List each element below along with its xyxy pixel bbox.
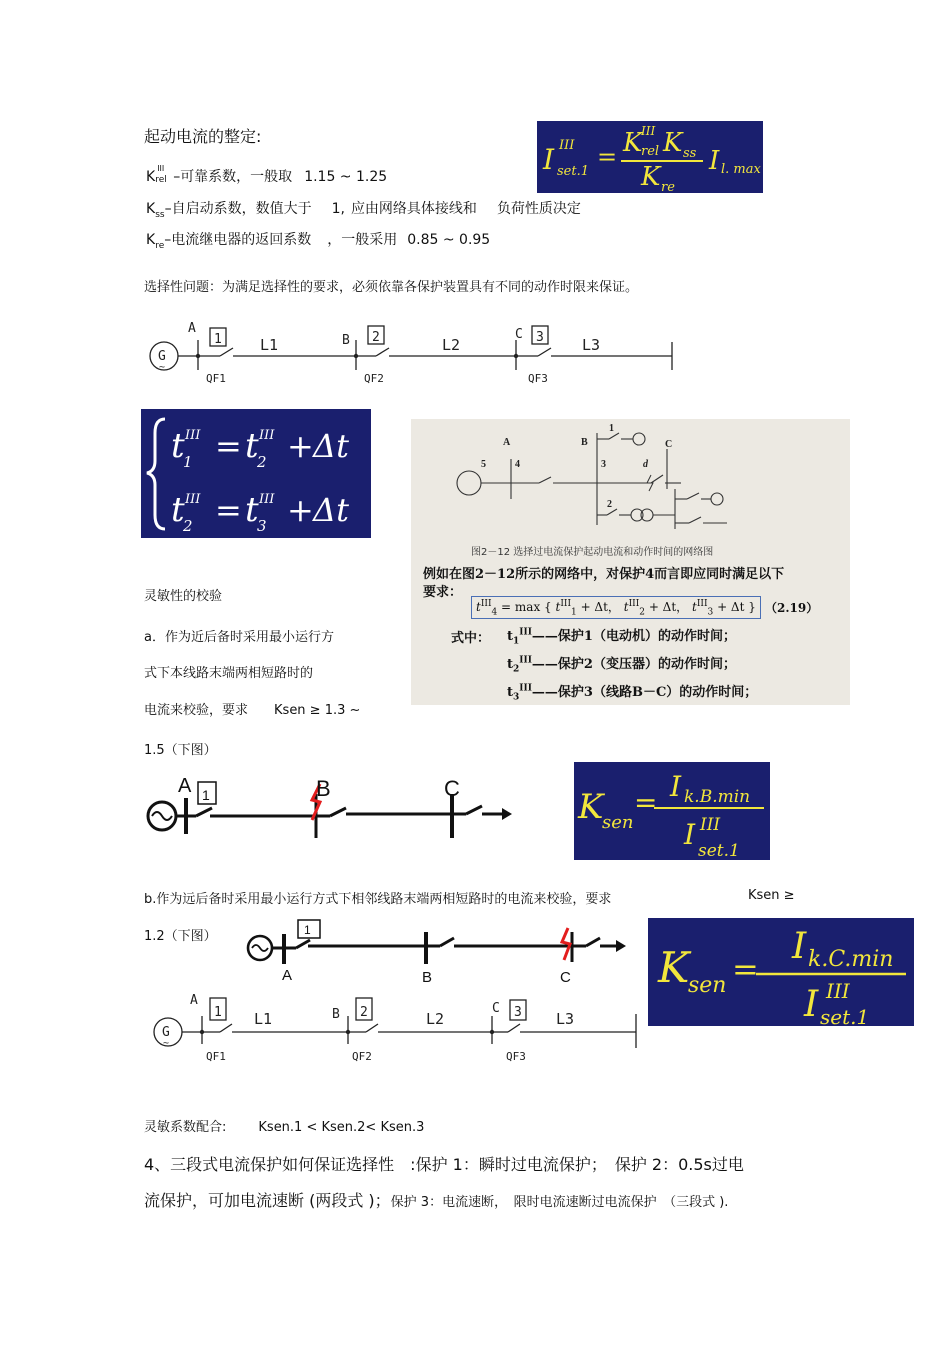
gen-wave-4: ~ bbox=[163, 1038, 170, 1049]
line-l1-label-4: L1 bbox=[254, 1010, 273, 1028]
ksenc-den: I bbox=[804, 984, 819, 1025]
tb-n5: 5 bbox=[481, 459, 486, 470]
textbook-def1 bbox=[507, 625, 736, 647]
tb-eq-t3-sub: 3 bbox=[707, 607, 714, 618]
time-formula bbox=[141, 409, 371, 538]
relay-3-label-1: 3 bbox=[536, 330, 544, 345]
fault-diagram-b bbox=[140, 770, 520, 846]
ksenb-num: I bbox=[670, 770, 682, 803]
tb-n1: 1 bbox=[609, 423, 614, 434]
time-r2-rhs-sub: 3 bbox=[257, 517, 267, 535]
qf3-label-4: QF3 bbox=[506, 1050, 526, 1063]
qf2-label-1: QF2 bbox=[364, 372, 384, 385]
ksenb-den: I bbox=[684, 818, 696, 851]
iset-num-sub2: ss bbox=[683, 146, 697, 161]
tb-eq-t1: t bbox=[555, 600, 561, 614]
ksenc-num: I bbox=[792, 926, 807, 967]
textbook-excerpt bbox=[411, 419, 850, 705]
kre-line bbox=[146, 229, 490, 251]
d2-a: A bbox=[178, 775, 192, 797]
bus-c-label-1: C bbox=[515, 327, 523, 342]
relay-1-label-1: 1 bbox=[214, 332, 222, 347]
kre-symbol: K bbox=[146, 232, 156, 248]
d3-c: C bbox=[560, 969, 571, 986]
tb-eq-t3: t bbox=[692, 600, 697, 614]
line-l2-label-4: L2 bbox=[426, 1010, 445, 1028]
time-r2-lhs-sup: III bbox=[185, 492, 201, 507]
tb-eq-t2-sub: 2 bbox=[639, 607, 645, 618]
krel-line bbox=[146, 166, 387, 186]
gen-label-4: G bbox=[162, 1025, 170, 1040]
ksenb-den-sub: set.1 bbox=[698, 841, 740, 860]
tb-def2-sup: III bbox=[519, 655, 532, 666]
bus-c-label-4: C bbox=[492, 1001, 500, 1016]
tb-eq-plus2: + Δt， bbox=[645, 600, 689, 614]
tb-bus-c: C bbox=[665, 439, 673, 450]
line-l3-label-4: L3 bbox=[556, 1010, 575, 1028]
krel-symbol: K bbox=[146, 169, 156, 185]
iset-den-sub: re bbox=[661, 180, 675, 193]
motor-source-symbol bbox=[457, 471, 481, 495]
gen-wave-1: ~ bbox=[159, 362, 166, 373]
time-r2-rhs: t bbox=[245, 490, 259, 530]
fault-icon-c bbox=[562, 928, 570, 960]
tb-eq-t2: t bbox=[623, 600, 629, 614]
ksenb-num-sub: k.B.min bbox=[684, 787, 751, 807]
network-diagram-1 bbox=[140, 314, 680, 394]
tb-def2-sub: 2 bbox=[513, 664, 520, 675]
time-r1-rhs: t bbox=[245, 426, 259, 466]
textbook-def3 bbox=[507, 681, 757, 703]
tb-eq-t1-sup: III bbox=[560, 599, 572, 609]
coordination-value: Ksen.1 < Ksen.2< Ksen.3 bbox=[258, 1120, 425, 1135]
d3-a: A bbox=[282, 967, 293, 984]
iset-den: K bbox=[641, 162, 661, 192]
sensitivity-heading: 灵敏性的校验 bbox=[144, 589, 223, 604]
time-r1-lhs: t bbox=[171, 426, 185, 466]
tb-d1: d bbox=[643, 459, 648, 470]
tb-def2-t: t bbox=[507, 657, 514, 672]
tb-eq-t2-sup: III bbox=[628, 599, 640, 609]
sensitivity-a2: 式下本线路末端两相短路时的 bbox=[144, 666, 314, 681]
d2-relay: 1 bbox=[202, 787, 210, 803]
sensitivity-a1: a．作为近后备时采用最小运行方 bbox=[144, 630, 334, 645]
svg-text:=: = bbox=[597, 143, 618, 171]
textbook-def2 bbox=[507, 653, 736, 675]
time-r2-lhs: t bbox=[171, 490, 185, 530]
section4-line1: 4、三段式电流保护如何保证选择性 :保护 1：瞬时过电流保护； 保护 2：0.5s过电 bbox=[144, 1155, 744, 1174]
sensitivity-b1: b.作为远后备时采用最小运行方式下相邻线路末端两相短路时的电流来校验，要求 bbox=[144, 892, 612, 907]
section4-line2 bbox=[144, 1188, 728, 1211]
section4-line2b: 保护 3：电流速断， 限时电流速断过电流保护 （三段式 ). bbox=[390, 1195, 729, 1210]
ksenc-eq: = bbox=[732, 950, 759, 988]
coordination-label: 灵敏系数配合: bbox=[144, 1120, 227, 1135]
tb-def3-t: t bbox=[507, 685, 514, 700]
bus-b-label-1: B bbox=[342, 333, 350, 348]
time-r2-lhs-sub: 2 bbox=[183, 517, 193, 535]
ksenc-den-sub: set.1 bbox=[820, 1005, 870, 1026]
kre-text2: ，一般采用 bbox=[327, 232, 398, 248]
ksenc-k-sub: sen bbox=[688, 973, 727, 998]
network-diagram-2 bbox=[146, 986, 646, 1068]
fault-diagram-c bbox=[244, 918, 634, 988]
tb-def1-text: ——保护1（电动机）的动作时间； bbox=[531, 629, 736, 644]
qf1-label-4: QF1 bbox=[206, 1050, 226, 1063]
kre-sub: re bbox=[155, 240, 165, 251]
kss-line bbox=[146, 198, 581, 220]
tb-def3-sub: 3 bbox=[513, 692, 520, 703]
qf1-label-1: QF1 bbox=[206, 372, 226, 385]
tb-eq-plus1: + Δt， bbox=[576, 600, 620, 614]
krel-sup: III bbox=[157, 164, 165, 173]
textbook-formula-label: 式中： bbox=[451, 631, 491, 646]
tb-eq-max: = max bbox=[497, 600, 541, 614]
kss-text2: 应由网络具体接线和 bbox=[350, 201, 477, 217]
tb-n2: 2 bbox=[607, 499, 612, 510]
tb-n4: 4 bbox=[515, 459, 520, 470]
ksenb-eq: = bbox=[634, 786, 658, 819]
kss-sub: ss bbox=[155, 209, 165, 220]
tb-def1-sub: 1 bbox=[513, 636, 520, 647]
setting-heading: 起动电流的整定: bbox=[144, 127, 262, 146]
iset-lhs-sub: set.1 bbox=[557, 164, 589, 179]
tb-eq-t1-sub: 1 bbox=[571, 607, 577, 618]
iset-formula bbox=[537, 121, 763, 193]
iset-lhs-sup: III bbox=[559, 138, 575, 153]
coordination-line bbox=[144, 1116, 424, 1135]
svg-text:+: + bbox=[287, 491, 314, 529]
relay-2-label-1: 2 bbox=[372, 330, 380, 345]
section4-line2a: 流保护，可加电流速断 (两段式 )； bbox=[144, 1191, 391, 1210]
kss-text3: 负荷性质决定 bbox=[496, 201, 581, 217]
tb-eq-t: t bbox=[476, 600, 481, 614]
time-r2-delta: Δt bbox=[313, 491, 349, 529]
time-r1-rhs-sub: 2 bbox=[257, 453, 267, 471]
relay-2-label-4: 2 bbox=[360, 1005, 368, 1020]
qf3-label-1: QF3 bbox=[528, 372, 548, 385]
sensitivity-a3 bbox=[144, 699, 360, 718]
kss-symbol: K bbox=[146, 201, 156, 217]
line-l1-label-1: L1 bbox=[260, 336, 279, 354]
textbook-caption: 图2－12 选择过电流保护起动电流和动作时间的网络图 bbox=[471, 547, 714, 558]
tb-eq-brace-open: { bbox=[544, 600, 552, 614]
iset-num-k: K bbox=[623, 128, 643, 158]
kre-value: 0.85 ~ 0.95 bbox=[407, 232, 491, 248]
kre-text: –电流继电器的返回系数 bbox=[164, 232, 312, 248]
iset-rhs-sub: l. max bbox=[721, 162, 761, 177]
textbook-para2: 要求： bbox=[423, 585, 463, 600]
sensitivity-a4: 1.5（下图） bbox=[144, 743, 217, 758]
tb-eq-t3-sup: III bbox=[696, 599, 708, 609]
iset-lhs: I bbox=[543, 143, 555, 176]
iset-num-sup: III bbox=[641, 124, 656, 138]
d2-c: C bbox=[444, 776, 460, 801]
relay-3-label-4: 3 bbox=[514, 1005, 522, 1020]
svg-text:=: = bbox=[215, 427, 242, 465]
textbook-eq-number: （2.19） bbox=[765, 601, 819, 615]
relay-1-label-4: 1 bbox=[214, 1005, 222, 1020]
tb-n3: 3 bbox=[601, 459, 606, 470]
bus-a-label-1: A bbox=[188, 321, 196, 336]
tb-def3-sup: III bbox=[519, 683, 532, 694]
tb-eq-brace-close: } bbox=[748, 600, 756, 614]
krel-value: 1.15 ~ 1.25 bbox=[304, 169, 388, 185]
time-r1-rhs-sup: III bbox=[259, 428, 275, 443]
kss-value: 1, bbox=[331, 201, 345, 217]
bus-b-label-4: B bbox=[332, 1007, 340, 1022]
sensitivity-a3-ksen: Ksen ≥ 1.3 ~ bbox=[274, 703, 361, 718]
d3-b: B bbox=[422, 969, 433, 986]
ksen-b-formula bbox=[574, 762, 770, 860]
iset-num-k2: K bbox=[663, 128, 683, 158]
krel-text: –可靠系数，一般取 bbox=[173, 169, 293, 185]
qf2-label-4: QF2 bbox=[352, 1050, 372, 1063]
tb-def1-sup: III bbox=[519, 627, 532, 638]
tb-def3-text: ——保护3（线路B－C）的动作时间； bbox=[531, 685, 758, 700]
tb-bus-a: A bbox=[503, 437, 511, 448]
sensitivity-b1-ksen: Ksen ≥ bbox=[748, 888, 795, 903]
time-r2-rhs-sup: III bbox=[259, 492, 275, 507]
time-r1-lhs-sub: 1 bbox=[183, 453, 193, 471]
ksenc-num-sub: k.C.min bbox=[808, 947, 894, 972]
ksenc-k: K bbox=[658, 943, 690, 992]
tb-eq-plus3: + Δt bbox=[713, 600, 745, 614]
textbook-para1: 例如在图2－12所示的网络中，对保护4而言即应同时满足以下 bbox=[423, 567, 785, 582]
ksenb-k: K bbox=[578, 787, 604, 827]
textbook-equation bbox=[471, 596, 761, 619]
tb-def1-t: t bbox=[507, 629, 514, 644]
tb-def2-text: ——保护2（变压器）的动作时间； bbox=[531, 657, 736, 672]
gen-label-1: G bbox=[158, 349, 166, 364]
svg-text:=: = bbox=[215, 491, 242, 529]
selectivity-text: 选择性问题：为满足选择性的要求，必须依靠各保护装置具有不同的动作时限来保证。 bbox=[144, 280, 639, 295]
time-r1-lhs-sup: III bbox=[185, 428, 201, 443]
svg-text:+: + bbox=[287, 427, 314, 465]
ksen-c-formula bbox=[648, 918, 914, 1026]
ksenb-den-sup: III bbox=[700, 815, 721, 835]
sensitivity-b2: 1.2（下图） bbox=[144, 929, 217, 944]
bus-a-label-4: A bbox=[190, 993, 198, 1008]
ksenc-den-sup: III bbox=[826, 979, 850, 1003]
iset-rhs: I bbox=[709, 146, 720, 176]
tb-bus-b: B bbox=[581, 437, 588, 448]
d3-relay: 1 bbox=[304, 923, 311, 937]
tb-eq-sup: III bbox=[480, 599, 492, 609]
iset-num-sub: rel bbox=[641, 144, 660, 159]
ksenb-k-sub: sen bbox=[602, 812, 634, 833]
d2-b: B bbox=[316, 776, 331, 801]
sensitivity-a3-text: 电流来校验，要求 bbox=[144, 703, 249, 718]
line-l2-label-1: L2 bbox=[442, 336, 461, 354]
krel-sub: rel bbox=[155, 175, 167, 185]
line-l3-label-1: L3 bbox=[582, 336, 601, 354]
tb-eq-sub: 4 bbox=[491, 607, 498, 618]
time-r1-delta: Δt bbox=[313, 427, 349, 465]
textbook-network-diagram bbox=[411, 419, 850, 549]
kss-text: –自启动系数，数值大于 bbox=[164, 201, 312, 217]
